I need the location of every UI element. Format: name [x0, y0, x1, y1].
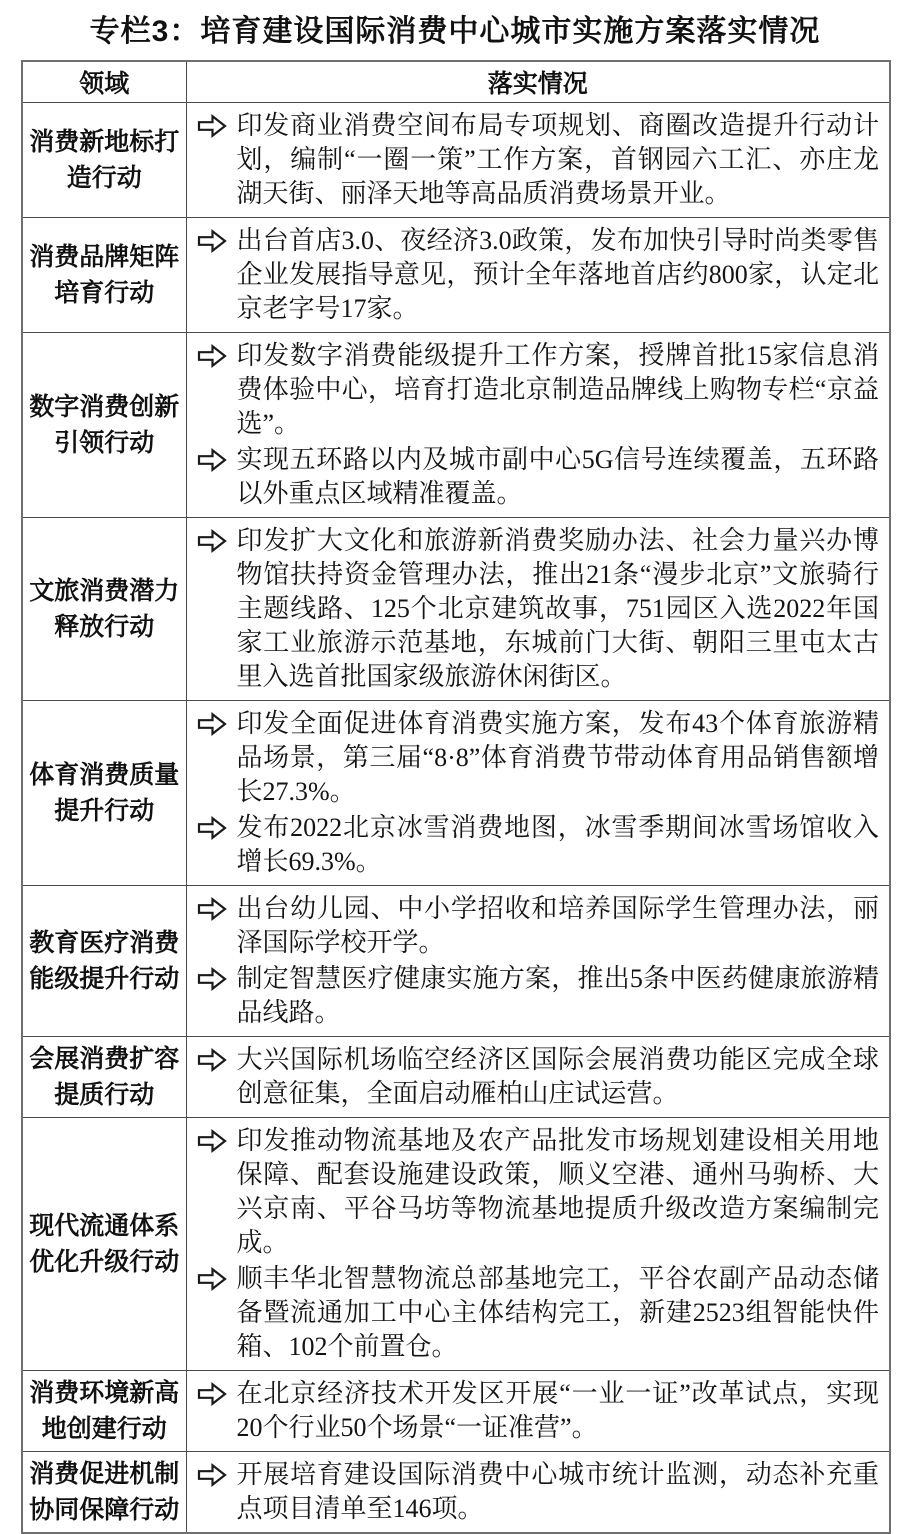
- rightwards-white-arrow-icon: [197, 1129, 227, 1153]
- status-item-text: 出台幼儿园、中小学招收和培养国际学生管理办法，丽泽国际学校开学。: [236, 894, 879, 957]
- page-title: 专栏3：培育建设国际消费中心城市实施方案落实情况: [89, 15, 821, 48]
- column-header-field: 领域: [22, 61, 186, 103]
- status-cell: [186, 518, 890, 701]
- status-cell: [186, 1452, 890, 1534]
- field-cell: 会展消费扩容提质行动: [22, 1037, 186, 1118]
- table-row: [22, 103, 890, 218]
- status-item-text: 发布2022北京冰雪消费地图，冰雪季期间冰雪场馆收入增长69.3%。: [236, 813, 879, 876]
- field-cell: 消费新地标打造行动: [22, 103, 186, 218]
- table-row: [22, 701, 890, 886]
- field-cell: 消费环境新高地创建行动: [22, 1371, 186, 1452]
- status-cell: [186, 333, 890, 518]
- status-item-text: 大兴国际机场临空经济区国际会展消费功能区完成全球创意征集，全面启动雁柏山庄试运营。: [236, 1045, 879, 1108]
- status-item: [195, 109, 880, 211]
- table-body: [22, 103, 890, 1534]
- status-cell: [186, 701, 890, 886]
- status-item: [195, 1124, 880, 1260]
- status-item-text: 顺丰华北智慧物流总部基地完工，平谷农副产品动态储备暨流通加工中心主体结构完工，新建2523组智能快件箱、102个前置仓。: [236, 1264, 879, 1361]
- rightwards-white-arrow-icon: [197, 114, 227, 138]
- table-row: [22, 1118, 890, 1371]
- header-row: [22, 61, 890, 103]
- rightwards-white-arrow-icon: [197, 897, 227, 921]
- status-cell: [186, 1371, 890, 1452]
- status-cell: [186, 218, 890, 333]
- field-cell: 消费促进机制协同保障行动: [22, 1452, 186, 1534]
- rightwards-white-arrow-icon: [197, 448, 227, 472]
- status-item-text: 出台首店3.0、夜经济3.0政策，发布加快引导时尚类零售企业发展指导意见，预计全年落地首店约800家，认定北京老字号17家。: [236, 226, 879, 323]
- rightwards-white-arrow-icon: [197, 1048, 227, 1072]
- table-row: [22, 886, 890, 1037]
- rightwards-white-arrow-icon: [197, 1463, 227, 1487]
- status-item: [195, 892, 880, 960]
- rightwards-white-arrow-icon: [197, 1267, 227, 1291]
- table-row: [22, 218, 890, 333]
- rightwards-white-arrow-icon: [197, 529, 227, 553]
- field-cell: 教育医疗消费能级提升行动: [22, 886, 186, 1037]
- rightwards-white-arrow-icon: [197, 344, 227, 368]
- rightwards-white-arrow-icon: [197, 1382, 227, 1406]
- status-item: [195, 524, 880, 694]
- status-item: [195, 1458, 880, 1526]
- table-header: [22, 61, 890, 103]
- status-item-text: 印发全面促进体育消费实施方案，发布43个体育旅游精品场景，第三届“8·8”体育消费节带动体育用品销售额增长27.3%。: [236, 709, 879, 806]
- status-item-text: 实现五环路以内及城市副中心5G信号连续覆盖，五环路以外重点区域精准覆盖。: [236, 445, 879, 508]
- status-item-text: 制定智慧医疗健康实施方案，推出5条中医药健康旅游精品线路。: [236, 964, 879, 1027]
- status-item: [195, 1377, 880, 1445]
- status-cell: [186, 886, 890, 1037]
- field-cell: 消费品牌矩阵培育行动: [22, 218, 186, 333]
- status-item: [195, 962, 880, 1030]
- status-item-text: 印发数字消费能级提升工作方案，授牌首批15家信息消费体验中心，培育打造北京制造品牌线上购物专栏“京益选”。: [236, 341, 879, 438]
- status-item: [195, 443, 880, 511]
- column-header-status: 落实情况: [186, 61, 890, 103]
- rightwards-white-arrow-icon: [197, 816, 227, 840]
- table-row: [22, 1371, 890, 1452]
- table-row: [22, 333, 890, 518]
- status-cell: [186, 1037, 890, 1118]
- field-cell: 文旅消费潜力释放行动: [22, 518, 186, 701]
- status-cell: [186, 1118, 890, 1371]
- status-item-text: 印发商业消费空间布局专项规划、商圈改造提升行动计划，编制“一圈一策”工作方案，首钢园六工汇、亦庄龙湖天街、丽泽天地等高品质消费场景开业。: [236, 111, 879, 208]
- status-item-text: 开展培育建设国际消费中心城市统计监测，动态补充重点项目清单至146项。: [236, 1460, 879, 1523]
- status-cell: [186, 103, 890, 218]
- table-row: [22, 518, 890, 701]
- status-item-text: 印发扩大文化和旅游新消费奖励办法、社会力量兴办博物馆扶持资金管理办法，推出21条“漫步北京”文旅骑行主题线路、125个北京建筑故事，751园区入选2022年国家工业旅游示范基地，东城前门大街、朝阳三里屯太古里入选首批国家级旅游休闲街区。: [236, 526, 879, 691]
- rightwards-white-arrow-icon: [197, 712, 227, 736]
- field-cell: 数字消费创新引领行动: [22, 333, 186, 518]
- rightwards-white-arrow-icon: [197, 967, 227, 991]
- status-item: [195, 811, 880, 879]
- status-item: [195, 1262, 880, 1364]
- status-item: [195, 707, 880, 809]
- status-item: [195, 224, 880, 326]
- status-item-text: 印发推动物流基地及农产品批发市场规划建设相关用地保障、配套设施建设政策，顺义空港、通州马驹桥、大兴京南、平谷马坊等物流基地提质升级改造方案编制完成。: [236, 1126, 879, 1257]
- table-row: [22, 1037, 890, 1118]
- field-cell: 体育消费质量提升行动: [22, 701, 186, 886]
- status-item-text: 在北京经济技术开发区开展“一业一证”改革试点，实现20个行业50个场景“一证准营”。: [236, 1379, 879, 1442]
- status-item: [195, 339, 880, 441]
- status-item: [195, 1043, 880, 1111]
- field-cell: 现代流通体系优化升级行动: [22, 1118, 186, 1371]
- table-row: [22, 1452, 890, 1534]
- implementation-table: [21, 60, 891, 1534]
- rightwards-white-arrow-icon: [197, 229, 227, 253]
